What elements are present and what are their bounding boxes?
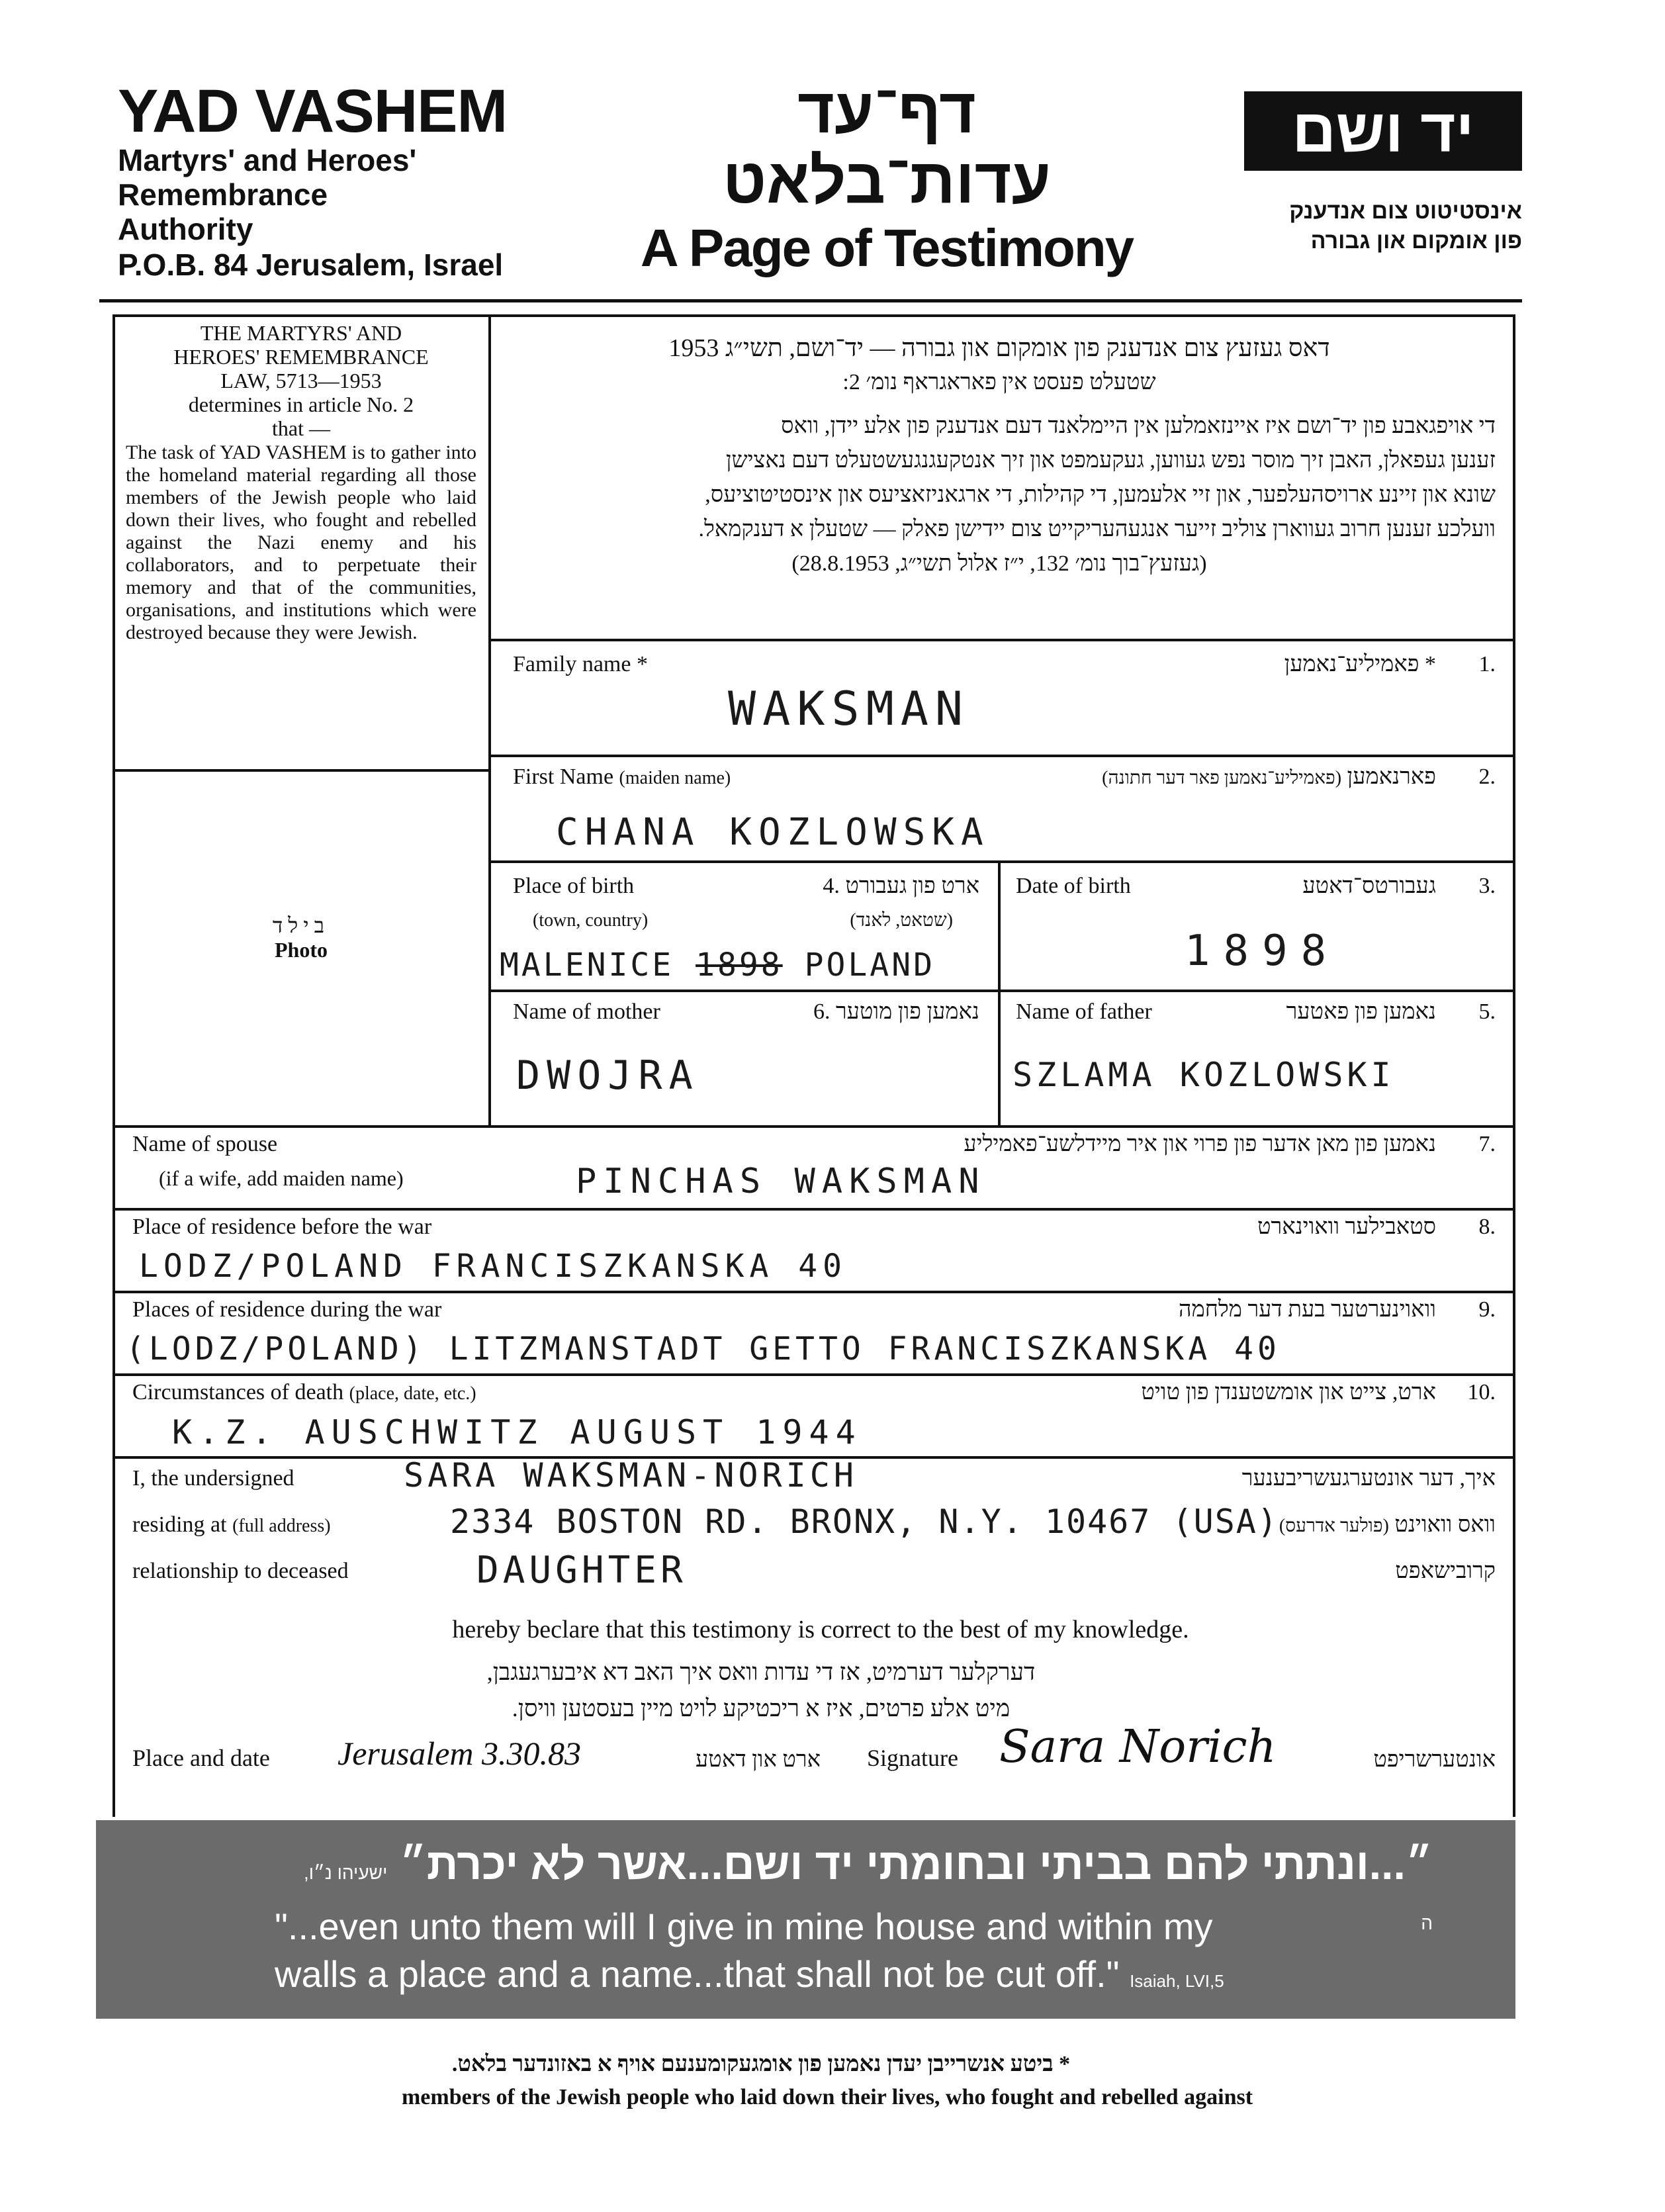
- yiddish-law: [503, 331, 1496, 581]
- residence-during-value: (LODZ/POLAND) LITZMANSTADT GETTO FRANCISZKANSKA 40: [126, 1330, 1281, 1367]
- mother-name-label-text: Name of mother: [513, 999, 660, 1024]
- family-name-label-yiddish: * פאמיליע־נאמען: [1284, 652, 1436, 676]
- field-7-num: .7: [1478, 1132, 1496, 1156]
- title-block: [596, 76, 1178, 280]
- mother-name-value: DWOJRA: [516, 1052, 699, 1099]
- row-4-bottom: [112, 1125, 1515, 1128]
- row-9-bottom: [112, 1373, 1515, 1376]
- date-of-birth-value: 1898: [1185, 927, 1340, 976]
- first-name-yiddish-text: פארנאמען: [1347, 764, 1436, 789]
- residing-label-note: (full address): [232, 1516, 331, 1536]
- spouse-label-yiddish: נאמען פון מאן אדער פון פרוי און איר מיידלשע־פאמיליע: [964, 1132, 1436, 1156]
- signature-label: Signature: [867, 1745, 958, 1771]
- relationship-label-yiddish: קרובישאפט: [1395, 1559, 1496, 1583]
- place-date-label-yiddish: ארט און דאטע: [696, 1747, 821, 1772]
- place-of-birth-yiddish-text: ארט פון געבורט: [845, 874, 979, 898]
- residing-label-text: residing at: [132, 1512, 227, 1537]
- law-line-5: that —: [272, 416, 330, 440]
- banner-hebrew-ref: ישעיהו נ״ו, ה: [303, 1863, 1433, 1933]
- banner-english-2: [275, 1953, 1224, 1996]
- spouse-value: PINCHAS WAKSMAN: [576, 1162, 986, 1201]
- field-8-num: .8: [1478, 1215, 1496, 1239]
- undersigned-label-yiddish: איך, דער אונטערגעשריבענער: [1241, 1466, 1496, 1491]
- law-box: [126, 321, 476, 644]
- row-2-bottom: [490, 860, 1514, 863]
- spouse-note: (if a wife, add maiden name): [159, 1166, 404, 1190]
- first-name-label-yiddish: [893, 764, 1436, 790]
- spouse-label: Name of spouse: [132, 1132, 278, 1156]
- residence-before-value: LODZ/POLAND FRANCISZKANSKA 40: [139, 1248, 848, 1285]
- banner-english-2-text: walls a place and a name...that shall not be cut off.": [275, 1953, 1120, 1995]
- row-1-bottom: [490, 755, 1514, 757]
- undersigned-label: I, the undersigned: [132, 1466, 294, 1491]
- quote-banner: [96, 1820, 1515, 2019]
- footer-english: members of the Jewish people who laid down their lives, who fought and rebelled against: [401, 2085, 1253, 2109]
- family-name-label: Family name *: [513, 652, 648, 676]
- death-label-yiddish: ארט, צייט און אומשטענדן פון טויט: [1141, 1380, 1436, 1405]
- place-of-birth-label: Place of birth: [513, 874, 635, 898]
- row-7-bottom: [112, 1208, 1515, 1211]
- frame-right: [1513, 314, 1515, 1817]
- org-line3: Authority: [118, 212, 253, 246]
- banner-hebrew-text: ״...ונתתי להם בביתי ובחומתי יד ושם...אשר לא יכרת״: [399, 1839, 1433, 1888]
- mid-divider: [998, 860, 1001, 1125]
- signature-label-yiddish: אונטערשריפט: [1373, 1747, 1496, 1772]
- place-of-birth-struck: 1898: [696, 946, 783, 984]
- yiddish-law-body-2: זענען געפאלן, האבן זיך מוסר נפש געווען, געקעמפט און זיך אנטקעגנגעשטעלט דעם נאצישן: [725, 448, 1496, 473]
- header-rule: [99, 299, 1522, 302]
- residing-yiddish-note: (פולער אדרעס): [1279, 1516, 1389, 1536]
- date-of-birth-label-yiddish: געבורטס־דאטע: [1302, 874, 1436, 898]
- field-5-num: .5: [1478, 999, 1496, 1024]
- first-name-label-note: (maiden name): [619, 768, 731, 788]
- declaration-statement: hereby beclare that this testimony is correct to the best of my knowledge.: [452, 1616, 1189, 1643]
- residence-before-label-yiddish: סטאבילער וואוינארט: [1257, 1215, 1436, 1239]
- death-label: [132, 1380, 476, 1405]
- yiddish-law-body-4: וועלכע זענען חרוב געווארן צוליב זייער אנגעהעריקייט צום יידישן פאלק — שטעלן א דענקמאל.: [698, 517, 1496, 541]
- residing-label-yiddish: [1218, 1512, 1496, 1538]
- law-rule: [490, 639, 1514, 641]
- family-name-value: WAKSMAN: [728, 682, 970, 736]
- yiddish-law-body-3: שונא און זיינע ארויסהעלפער, און זיי אלעמען, די קהילות, די ארגאניזאציעס און אינסטיטוציעס,: [705, 483, 1496, 507]
- law-text: The task of YAD VASHEM is to gather into the homeland material regarding all those members of the Jewish people who laid down their lives, who fought and rebelled against the Nazi enemy and his collaborators, and to perpetuate their memory and that of the communities, organisations, and institutions which were destroyed because they were Jewish.: [126, 441, 476, 643]
- declaration-statement-yiddish-1: דערקלער דערמיט, אז די עדות וואס איך האב דא איבערגעגבן,: [486, 1659, 1036, 1685]
- first-name-label-text: First Name: [513, 764, 614, 789]
- first-name-yiddish-note: (פאמיליע־נאמען פאר דער חתונה): [1102, 768, 1342, 788]
- place-date-label: Place and date: [132, 1745, 270, 1771]
- yiddish-law-line1: דאס געזעץ צום אנדענק פון אומקום און גבורה — יד־ושם, תשי״ג 1953: [668, 334, 1330, 362]
- residence-during-label: Places of residence during the war: [132, 1297, 442, 1322]
- field-3-num: .3: [1478, 874, 1496, 898]
- frame-left: [112, 314, 115, 1817]
- father-name-label-yiddish: נאמען פון פאטער: [1286, 999, 1436, 1024]
- field-6-num: .6: [813, 999, 831, 1024]
- mother-name-label: [513, 999, 660, 1025]
- org-block: [118, 79, 541, 283]
- photo-label-english: Photo: [275, 938, 328, 962]
- row-3-bottom: [490, 990, 1514, 992]
- law-line-1: THE MARTYRS' AND: [200, 321, 402, 345]
- declaration-statement-yiddish-2: מיט אלע פרטים, איז א ריכטיקע לויט מיין בעסטען וויסן.: [512, 1695, 1011, 1722]
- logo: [1244, 91, 1522, 171]
- place-of-birth-value: [500, 946, 935, 984]
- relationship-value: DAUGHTER: [476, 1549, 687, 1592]
- org-address: P.O.B. 84 Jerusalem, Israel: [118, 248, 504, 282]
- place-date-value: Jerusalem 3.30.83: [338, 1735, 581, 1772]
- field-10-num: .10: [1467, 1380, 1496, 1405]
- banner-english-1: "...even unto them will I give in mine house and within my: [275, 1906, 1213, 1947]
- residing-yiddish-text: וואס וואוינט: [1394, 1512, 1496, 1537]
- frame-top: [112, 314, 1515, 317]
- col-divider: [488, 314, 491, 1125]
- place-of-birth-note: (town, country): [533, 910, 649, 931]
- first-name-value: CHANA KOZLOWSKA: [556, 811, 990, 854]
- residing-label: [132, 1512, 331, 1538]
- death-label-text: Circumstances of death: [132, 1380, 344, 1405]
- death-label-note: (place, date, etc.): [349, 1383, 476, 1404]
- banner-english-ref: Isaiah, LVI,5: [1130, 1971, 1224, 1991]
- logo-text: יד ושם: [1292, 97, 1474, 165]
- relationship-label: relationship to deceased: [132, 1559, 349, 1583]
- org-line1: Martyrs' and Heroes': [118, 143, 417, 177]
- first-name-label: [513, 764, 731, 790]
- law-line-2: HEROES' REMEMBRANCE: [173, 345, 429, 369]
- place-of-birth-town: MALENICE: [500, 946, 674, 984]
- footer-yiddish: * ביטע אנשרייבן יעדן נאמען פון אומגעקומענעם אויף א באזונדער בלאט.: [451, 2052, 1071, 2076]
- org-line2: Remembrance: [118, 177, 328, 212]
- photo-label-yiddish: בילד: [272, 913, 330, 937]
- photo-label: [119, 913, 483, 962]
- logo-sub-2: פון אומקום און גבורה: [1310, 228, 1522, 253]
- row-8-bottom: [112, 1291, 1515, 1293]
- residing-value: 2334 BOSTON RD. BRONX, N.Y. 10467 (USA): [450, 1502, 1279, 1541]
- yiddish-law-line2: שטעלט פעסט אין פאראגראף נומ׳ 2:: [842, 370, 1156, 394]
- place-of-birth-label-yiddish: [701, 874, 979, 899]
- logo-sub-1: אינסטיטוט צום אנדענק: [1289, 199, 1522, 224]
- place-of-birth-country: POLAND: [804, 946, 935, 984]
- field-9-num: .9: [1478, 1297, 1496, 1322]
- undersigned-value: SARA WAKSMAN-NORICH: [404, 1456, 858, 1495]
- yiddish-law-citation: (געזעץ־בוך נומ׳ 132, י״ז אלול תשי״ג, 28.8.1953): [791, 551, 1207, 576]
- law-line-3: LAW, 5713—1953: [220, 369, 382, 392]
- yiddish-title-2: עדות־בלאט: [723, 146, 1051, 216]
- father-name-label: Name of father: [1016, 999, 1152, 1024]
- field-2-num: .2: [1478, 764, 1496, 789]
- death-value: K.Z. AUSCHWITZ AUGUST 1944: [172, 1413, 862, 1452]
- field-1-num: .1: [1478, 652, 1496, 676]
- father-name-value: SZLAMA KOZLOWSKI: [1012, 1056, 1395, 1094]
- residence-before-label: Place of residence before the war: [132, 1215, 432, 1239]
- yiddish-title-1: דף־עד: [797, 75, 976, 146]
- field-4-num: .4: [823, 874, 840, 898]
- residence-during-label-yiddish: וואוינערטער בעת דער מלחמה: [1179, 1297, 1436, 1322]
- date-of-birth-label: Date of birth: [1016, 874, 1131, 898]
- signature-value: Sara Norich: [999, 1721, 1277, 1773]
- yiddish-law-body-1: די אויפגאבע פון יד־ושם איז איינזאמלען אין היימלאנד דעם אנדענק פון אלע יידן, וואס: [781, 414, 1496, 438]
- mother-name-yiddish-text: נאמען פון מוטער: [835, 999, 979, 1024]
- law-line-4: determines in article No. 2: [188, 392, 414, 416]
- mother-name-label-yiddish: [715, 999, 979, 1025]
- place-of-birth-note-yiddish: (שטאט, לאנד): [850, 910, 953, 931]
- law-box-bottom: [112, 769, 490, 772]
- page-title: A Page of Testimony: [640, 218, 1134, 277]
- org-title: YAD VASHEM: [118, 77, 508, 145]
